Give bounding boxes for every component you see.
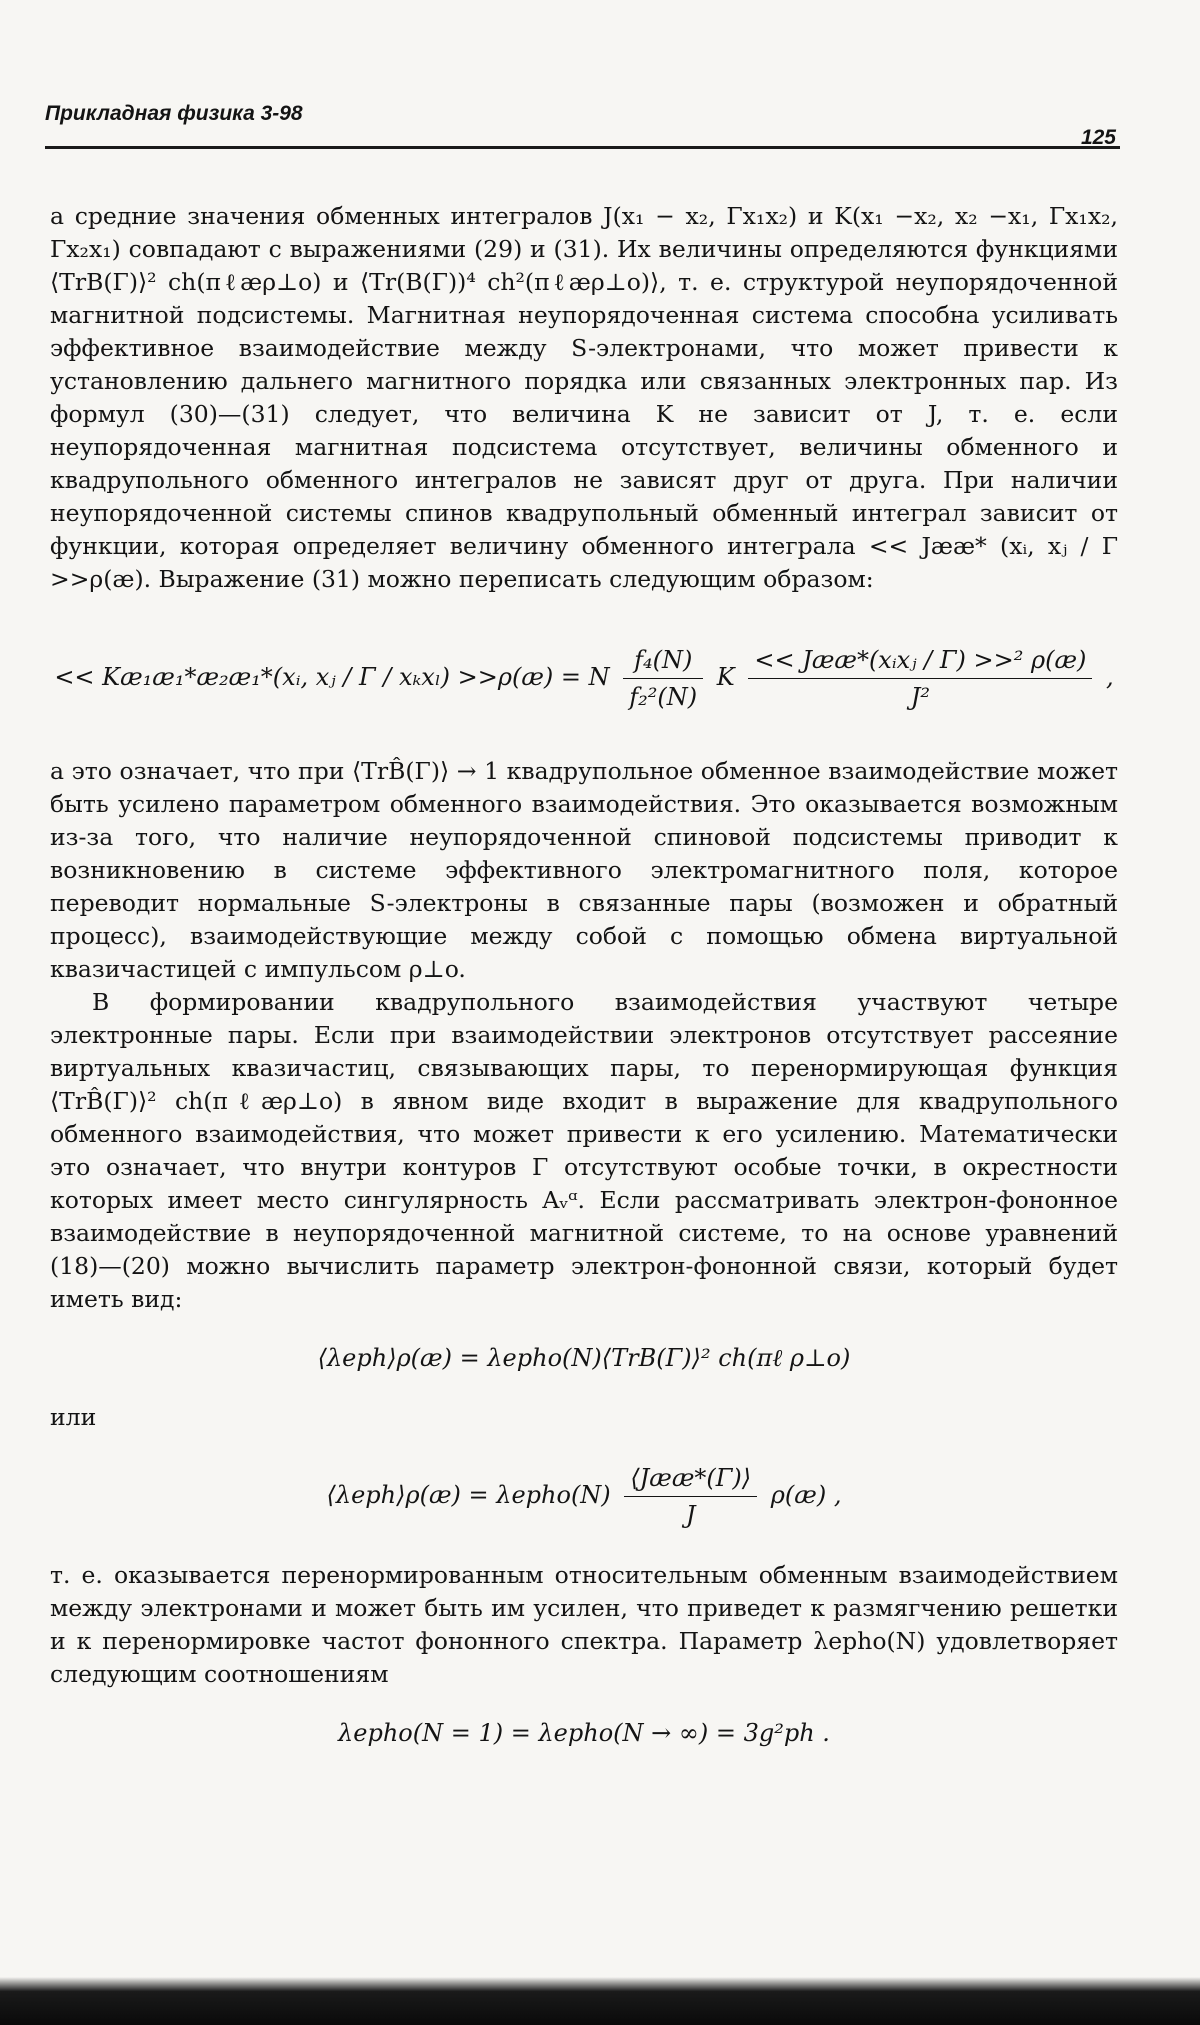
formula-1-numerator-1: f₄(N)	[623, 642, 703, 679]
formula-electron-phonon-1: ⟨λeph⟩ρ(æ) = λepho(N)⟨TrB(Γ)⟩² ch(πℓ ρ⊥o)	[317, 1344, 851, 1372]
formula-3-left: ⟨λeph⟩ρ(æ) = λepho(N)	[326, 1481, 611, 1509]
formula-1-numerator-2: << Jææ*(xᵢxⱼ / Γ) >>² ρ(æ)	[748, 642, 1092, 679]
article-body	[50, 200, 1118, 1776]
formula-1-fraction-1	[623, 642, 703, 715]
formula-3-right: ρ(æ) ,	[770, 1481, 842, 1509]
formula-1-fraction-2	[748, 642, 1092, 715]
page-number: 125	[1080, 126, 1116, 149]
scan-edge-shadow	[0, 1977, 1200, 2025]
paragraph-3: В формировании квадрупольного взаимодействия участвуют четыре электронные пары. Если при взаимодействии электронов отсутствует рассеяние виртуальных квазичастиц, связывающих пары, то перенормирующая функция ⟨TrB̂(Γ)⟩² ch(πℓæρ⊥o) в явном виде входит в выражение для квадрупольного обменного взаимодействия, что может привести к его усилению. Математически это означает, что внутри контуров Γ отсутствуют особые точки, в окрестности которых имеет место сингулярность Aᵥᵅ. Если рассматривать электрон-фононное взаимодействие в неупорядоченной магнитной системе, то на основе уравнений (18)—(20) можно вычислить параметр электрон-фононной связи, который будет иметь вид:	[50, 988, 1118, 1313]
formula-quadrupole-exchange	[50, 642, 1118, 715]
word-or: или	[50, 1403, 97, 1431]
paragraph-4: т. е. оказывается перенормированным относительным обменным взаимодействием между электронами и может быть им усилен, что приведет к размягчению решетки и к перенормировке частот фононного спектра. Параметр λepho(N) удовлетворяет следующим соотношениям	[50, 1561, 1118, 1688]
formula-3-denominator: J	[685, 1501, 696, 1529]
formula-1-denominator-2: J²	[910, 683, 930, 711]
formula-1-left: << Kæ₁æ₁*æ₂æ₁*(xᵢ, xⱼ / Γ / xₖxₗ) >>ρ(æ) = N	[54, 663, 610, 691]
formula-1-denominator-1: f₂²(N)	[629, 683, 698, 711]
formula-epho-relation: λepho(N = 1) = λepho(N → ∞) = 3g²ph .	[338, 1719, 830, 1747]
formula-electron-phonon-2	[50, 1460, 1118, 1533]
journal-title: Прикладная физика 3-98	[45, 102, 303, 125]
paragraph-1: а средние значения обменных интегралов J(x₁ − x₂, Γx₁x₂) и K(x₁ −x₂, x₂ −x₁, Γx₁x₂, Γx₂x₁) совпадают с выражениями (29) и (31). Их величины определяются функциями ⟨TrB(Γ)⟩² ch(πℓæρ⊥o) и ⟨Tr(B(Γ))⁴ ch²(πℓæρ⊥o)⟩, т. е. структурой неупорядоченной магнитной подсистемы. Магнитная неупорядоченная система способна усиливать эффективное взаимодействие между S-электронами, что может привести к установлению дальнего магнитного порядка или связанных электронных пар. Из формул (30)—(31) следует, что величина K не зависит от J, т. е. если неупорядоченная магнитная подсистема отсутствует, величины обменного и квадрупольного обменного интегралов не зависят друг от друга. При наличии неупорядоченной системы спинов квадрупольный обменный интеграл зависит от функции, которая определяет величину обменного интеграла << Jææ* (xᵢ, xⱼ / Γ >>ρ(æ). Выражение (31) можно переписать следующим образом:	[50, 202, 1118, 593]
page-header	[45, 100, 1120, 149]
formula-3-numerator: ⟨Jææ*(Γ)⟩	[624, 1460, 757, 1497]
paragraph-2: а это означает, что при ⟨TrB̂(Γ)⟩ → 1 квадрупольное обменное взаимодействие может быть усилено параметром обменного взаимодействия. Это оказывается возможным из-за того, что наличие неупорядоченной спиновой подсистемы приводит к возникновению в системе эффективного электромагнитного поля, которое переводит нормальные S-электроны в связанные пары (возможен и обратный процесс), взаимодействующие между собой с помощью обмена виртуальной квазичастицей с импульсом ρ⊥o.	[50, 757, 1118, 983]
formula-1-end: ,	[1106, 663, 1114, 691]
formula-3-fraction	[624, 1460, 757, 1533]
formula-1-mid: K	[716, 663, 735, 691]
